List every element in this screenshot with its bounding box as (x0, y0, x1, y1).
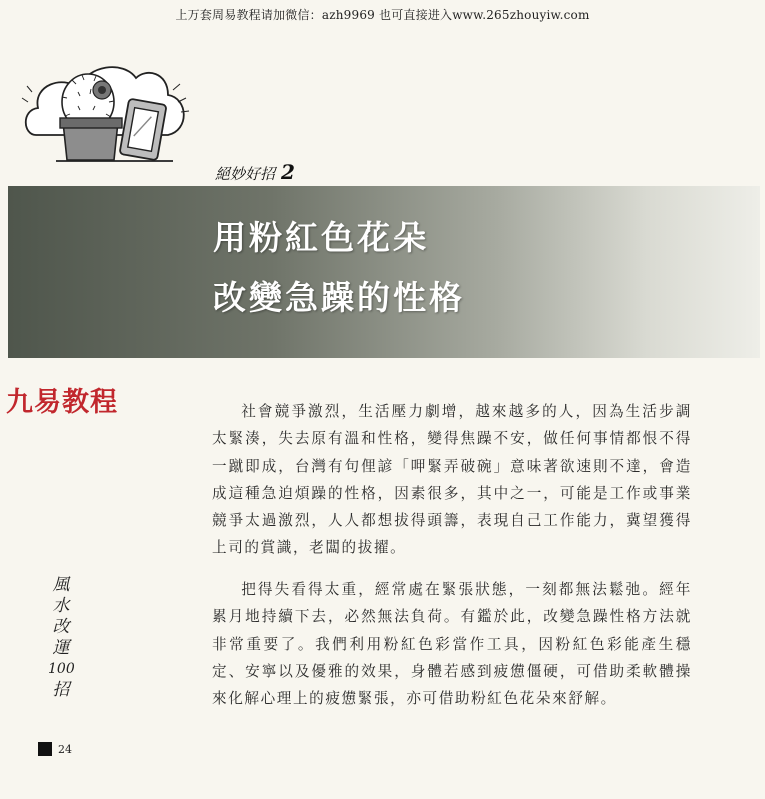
title-band (8, 186, 760, 358)
section-label-text: 絕妙好招 (215, 165, 276, 183)
side-char: 水 (52, 596, 70, 616)
section-number: 2 (281, 160, 295, 184)
side-char: 運 (52, 638, 70, 658)
paragraph-1: 社會競爭激烈，生活壓力劇增，越來越多的人，因為生活步調太緊湊，失去原有溫和性格，變得焦躁不安，做任何事情都恨不得一蹴即成，台灣有句俚諺「呷緊弄破碗」意味著欲速則不達，會造成這種急迫煩躁的性格，因素很多，其中之一，可能是工作或事業競爭太過激烈，人人都想拔得頭籌，表現自己工作能力，冀望獲得上司的賞識，老闆的拔擢。 (212, 403, 692, 557)
section-label (215, 160, 295, 184)
paragraph-2: 把得失看得太重，經常處在緊張狀態，一刻都無法鬆弛。經年累月地持續下去，必然無法負荷。有鑑於此，改變急躁性格方法就非常重要了。我們利用粉紅色彩當作工具，因粉紅色彩能產生穩定、安寧以及優雅的效果，身體若感到疲憊僵硬，可借助柔軟體操來化解心理上的疲憊緊張，亦可借助粉紅色花朵來舒解。 (212, 581, 692, 708)
side-char: 100 (48, 661, 75, 677)
title-line-1: 用粉紅色花朵 (213, 218, 429, 257)
side-char: 風 (52, 575, 70, 595)
side-char: 招 (52, 680, 70, 700)
side-book-title (48, 575, 74, 701)
page-number: 24 (58, 743, 72, 756)
cactus-pot-illustration (18, 40, 193, 168)
side-char: 改 (52, 617, 70, 637)
page-marker (38, 742, 52, 756)
watermark-text: 九易教程 (6, 387, 118, 418)
top-banner-text: 上万套周易教程请加微信：azh9969 也可直接进入www.265zhouyiw.com (175, 8, 590, 22)
title-line-2: 改變急躁的性格 (213, 278, 465, 317)
